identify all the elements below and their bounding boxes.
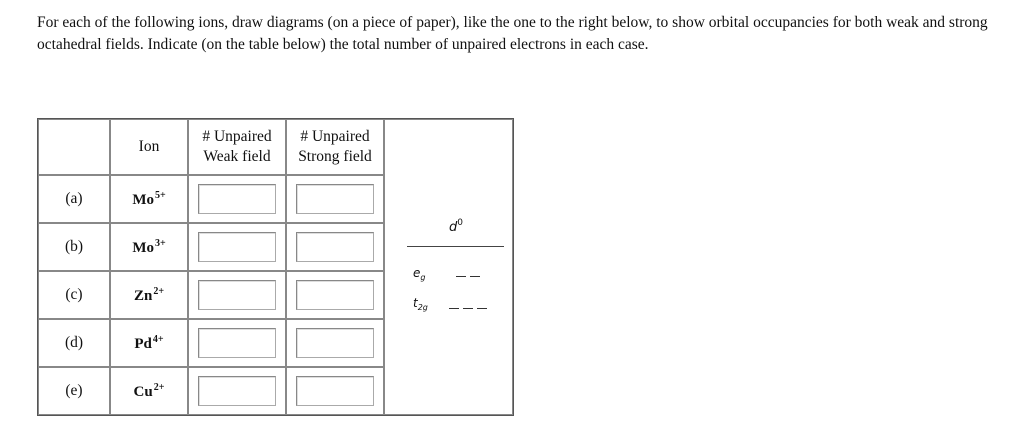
row-label: (e): [38, 367, 110, 415]
eg-base: e: [413, 266, 421, 280]
weak-field-input[interactable]: [198, 280, 276, 310]
ion-element: Pd: [134, 335, 152, 352]
strong-field-input[interactable]: [296, 328, 374, 358]
weak-field-input[interactable]: [198, 376, 276, 406]
ion-charge: 2+: [153, 381, 165, 393]
weak-field-cell: [188, 271, 286, 319]
header-weak-line2: Weak field: [203, 148, 271, 165]
config-base: d: [449, 220, 458, 235]
ion-cell: [110, 223, 188, 271]
eg-label: [413, 266, 425, 282]
t2g-base: t: [413, 296, 418, 310]
ion-element: Zn: [133, 287, 153, 304]
strong-field-input[interactable]: [296, 232, 374, 262]
header-weak-line1: # Unpaired: [202, 128, 272, 145]
header-strong-field: [286, 119, 384, 175]
ion-cell: [110, 271, 188, 319]
t2g-label: [413, 296, 428, 312]
t2g-orbital-3: [477, 308, 487, 309]
strong-field-cell: [286, 175, 384, 223]
config-underline: [407, 246, 504, 247]
weak-field-cell: [188, 319, 286, 367]
header-blank-cell: [38, 119, 110, 175]
eg-orbital-1: [456, 276, 466, 277]
header-weak-field: [188, 119, 286, 175]
row-label: (a): [38, 175, 110, 223]
row-label: (d): [38, 319, 110, 367]
strong-field-cell: [286, 223, 384, 271]
header-strong-line2: Strong field: [298, 148, 372, 165]
strong-field-input[interactable]: [296, 184, 374, 214]
weak-field-input[interactable]: [198, 184, 276, 214]
header-ion: [110, 119, 188, 175]
weak-field-cell: [188, 223, 286, 271]
ion-element: Cu: [133, 383, 153, 400]
strong-field-cell: [286, 367, 384, 415]
ion-cell: [110, 175, 188, 223]
orbital-diagram: [385, 120, 512, 414]
t2g-subscript: 2g: [417, 303, 428, 312]
row-label: (b): [38, 223, 110, 271]
weak-field-input[interactable]: [198, 328, 276, 358]
ion-charge: 3+: [154, 237, 166, 249]
ion-element: Mo: [132, 239, 154, 256]
weak-field-cell: [188, 175, 286, 223]
t2g-orbital-1: [449, 308, 459, 309]
ion-symbol: [132, 189, 166, 208]
ion-charge: 4+: [152, 333, 164, 345]
ion-symbol: [133, 381, 165, 400]
ion-charge: 5+: [154, 189, 166, 201]
ion-charge: 2+: [153, 285, 165, 297]
strong-field-cell: [286, 271, 384, 319]
eg-orbital-2: [470, 276, 480, 277]
eg-subscript: g: [420, 273, 426, 282]
orbital-diagram-cell: [384, 119, 513, 415]
row-label: (c): [38, 271, 110, 319]
electron-config-label: [449, 218, 463, 235]
ion-symbol: [133, 285, 165, 304]
weak-field-input[interactable]: [198, 232, 276, 262]
ion-table: [37, 118, 514, 416]
instructions-text: For each of the following ions, draw diagrams (on a piece of paper), like the one to the right below, to show orbital occupancies for both weak and strong octahedral fields. Indicate (on the table below) the total number of unpaired electrons in each case.: [37, 14, 988, 53]
config-superscript: 0: [457, 218, 463, 228]
strong-field-input[interactable]: [296, 376, 374, 406]
ion-symbol: [134, 333, 164, 352]
ion-element: Mo: [132, 191, 154, 208]
strong-field-cell: [286, 319, 384, 367]
table-header-row: [38, 119, 513, 175]
t2g-orbital-2: [463, 308, 473, 309]
ion-cell: [110, 319, 188, 367]
ion-cell: [110, 367, 188, 415]
ion-symbol: [132, 237, 166, 256]
weak-field-cell: [188, 367, 286, 415]
strong-field-input[interactable]: [296, 280, 374, 310]
header-ion-label: Ion: [138, 138, 160, 155]
header-strong-line1: # Unpaired: [300, 128, 370, 145]
